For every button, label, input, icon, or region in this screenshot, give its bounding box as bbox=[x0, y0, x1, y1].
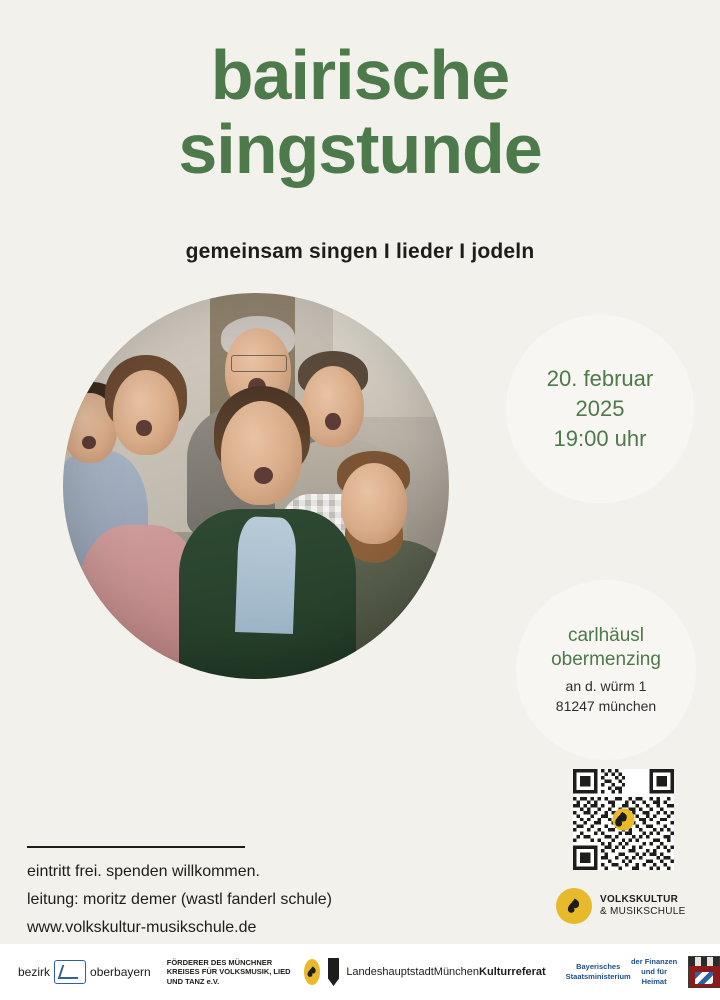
choir-photo-inner bbox=[63, 293, 449, 679]
foerderer-text: FÖRDERER DES MÜNCHNER KREISES FÜR VOLKSMUSIK, LIED UND TANZ e.V. bbox=[166, 957, 291, 986]
volkskultur-coin-small-icon bbox=[304, 959, 320, 985]
volkskultur-logo-text bbox=[600, 894, 686, 918]
sponsor-footer bbox=[0, 944, 720, 1000]
divider bbox=[27, 846, 245, 848]
volkskultur-logo bbox=[556, 888, 686, 924]
volkskultur-logo-line1: VOLKSKULTUR bbox=[600, 894, 679, 905]
date-badge bbox=[506, 315, 694, 503]
venue-name-2: obermenzing bbox=[551, 649, 661, 670]
venue-name-1: carlhäusl bbox=[567, 625, 645, 646]
info-block bbox=[27, 858, 487, 942]
venue-street: an d. würm 1 bbox=[565, 678, 647, 694]
title-line-2: singstunde bbox=[178, 110, 542, 188]
bezirk-mark-icon bbox=[54, 960, 86, 984]
flame-small-icon bbox=[304, 964, 320, 980]
muenchen-seal-icon bbox=[328, 958, 340, 986]
bezirk-label-right: oberbayern bbox=[90, 965, 151, 979]
volkskultur-coin-icon bbox=[556, 888, 592, 924]
venue-city: 81247 münchen bbox=[555, 698, 657, 714]
bezirk-label-left: bezirk bbox=[18, 965, 51, 979]
qr-code-icon bbox=[573, 769, 674, 870]
muenchen-line-2: München bbox=[433, 965, 480, 978]
ministerium-line-1: Bayerisches Staatsministerium bbox=[565, 962, 631, 981]
muenchen-logo-text bbox=[346, 966, 545, 979]
date-line-3: 19:00 uhr bbox=[553, 426, 647, 451]
ministerium-text bbox=[566, 957, 678, 987]
bezirk-oberbayern-logo bbox=[18, 960, 151, 984]
date-line-1: 20. februar bbox=[546, 366, 654, 391]
ministerium-line-2: der Finanzen und für Heimat bbox=[630, 957, 678, 986]
muenchen-line-3: Kulturreferat bbox=[479, 965, 546, 978]
muenchen-line-1: Landeshauptstadt bbox=[346, 965, 434, 978]
subtitle: gemeinsam singen I lieder I jodeln bbox=[185, 240, 535, 263]
page-title bbox=[0, 38, 720, 186]
date-line-2: 2025 bbox=[575, 396, 625, 421]
info-line-admission: eintritt frei. spenden willkommen. bbox=[27, 863, 260, 880]
venue-badge bbox=[516, 580, 696, 760]
qr-code[interactable] bbox=[573, 769, 674, 870]
flame-icon bbox=[563, 895, 585, 917]
choir-photo bbox=[63, 293, 449, 679]
info-line-leader: leitung: moritz demer (wastl fanderl schule) bbox=[27, 891, 333, 908]
bayern-crest-icon bbox=[688, 956, 720, 988]
volkskultur-logo-line2: & MUSIKSCHULE bbox=[600, 906, 686, 917]
title-line-1: bairische bbox=[210, 36, 510, 114]
info-line-website[interactable]: www.volkskultur-musikschule.de bbox=[27, 919, 257, 936]
photo-vignette bbox=[63, 293, 449, 679]
